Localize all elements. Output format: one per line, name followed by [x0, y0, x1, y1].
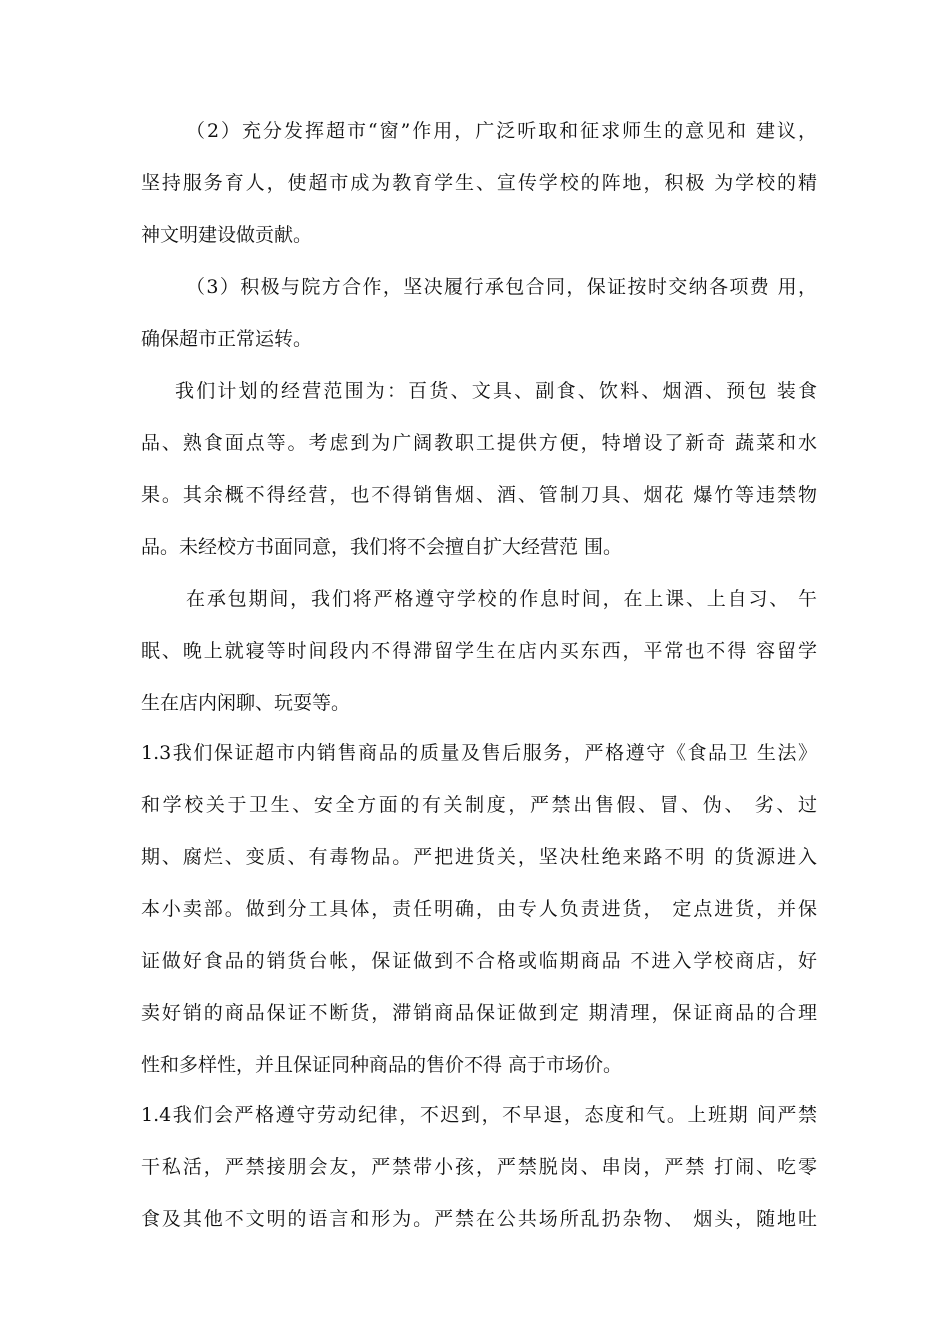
text-line: 神文明建设做贡献。: [141, 224, 313, 246]
text-line: 坚持服务育人，使超市成为教育学生、宣传学校的阵地，积极 为学校的精: [141, 172, 817, 194]
text-line: 本小卖部。做到分工具体，责任明确，由专人负责进货， 定点进货，并保: [141, 898, 817, 920]
text-line: 期、腐烂、变质、有毒物品。严把进货关，坚决杜绝来路不明 的货源进入: [141, 846, 817, 868]
text-line: （3）积极与院方合作，坚决履行承包合同，保证按时交纳各项费 用，: [186, 276, 817, 298]
text-line: 证做好食品的销货台帐，保证做到不合格或临期商品 不进入学校商店，好: [141, 950, 817, 972]
paragraph-business-scope: [141, 379, 817, 560]
text-line: 食及其他不文明的语言和形为。严禁在公共场所乱扔杂物、 烟头，随地吐: [141, 1208, 817, 1230]
text-line: 生在店内闲聊、玩耍等。: [141, 692, 351, 714]
text-line: 眠、晚上就寝等时间段内不得滞留学生在店内买东西，平常也不得 容留学: [141, 640, 817, 662]
text-line: 卖好销的商品保证不断货，滞销商品保证做到定 期清理，保证商品的合理: [141, 1002, 817, 1024]
section-1-4: [141, 1103, 817, 1232]
document-body: [141, 119, 817, 1232]
text-line: （2）充分发挥超市“窗”作用，广泛听取和征求师生的意见和 建议，: [186, 120, 817, 142]
section-1-3: [141, 741, 817, 1078]
text-line: 性和多样性，并且保证同种商品的售价不得 高于市场价。: [141, 1054, 623, 1076]
text-line: 确保超市正常运转。: [141, 328, 313, 350]
text-line: 果。其余概不得经营，也不得销售烟、酒、管制刀具、烟花 爆竹等违禁物: [141, 484, 817, 506]
text-line: 1.3我们保证超市内销售商品的质量及售后服务，严格遵守《食品卫 生法》: [141, 742, 817, 764]
text-line: 和学校关于卫生、安全方面的有关制度，严禁出售假、冒、伪、 劣、过: [141, 794, 817, 816]
paragraph-2: [141, 119, 817, 248]
text-line: 在承包期间，我们将严格遵守学校的作息时间，在上课、上自习、 午: [186, 588, 817, 610]
paragraph-3: [141, 275, 817, 352]
text-line: 我们计划的经营范围为：百货、文具、副食、饮料、烟酒、预包 装食: [175, 380, 817, 402]
text-line: 品。未经校方书面同意，我们将不会擅自扩大经营范 围。: [141, 536, 623, 558]
paragraph-schedule: [141, 587, 817, 716]
text-line: 1.4我们会严格遵守劳动纪律，不迟到，不早退，态度和气。上班期 间严禁: [141, 1104, 817, 1126]
text-line: 干私活，严禁接朋会友，严禁带小孩，严禁脱岗、串岗，严禁 打闹、吃零: [141, 1156, 817, 1178]
text-line: 品、熟食面点等。考虑到为广阔教职工提供方便，特增设了新奇 蔬菜和水: [141, 432, 817, 454]
